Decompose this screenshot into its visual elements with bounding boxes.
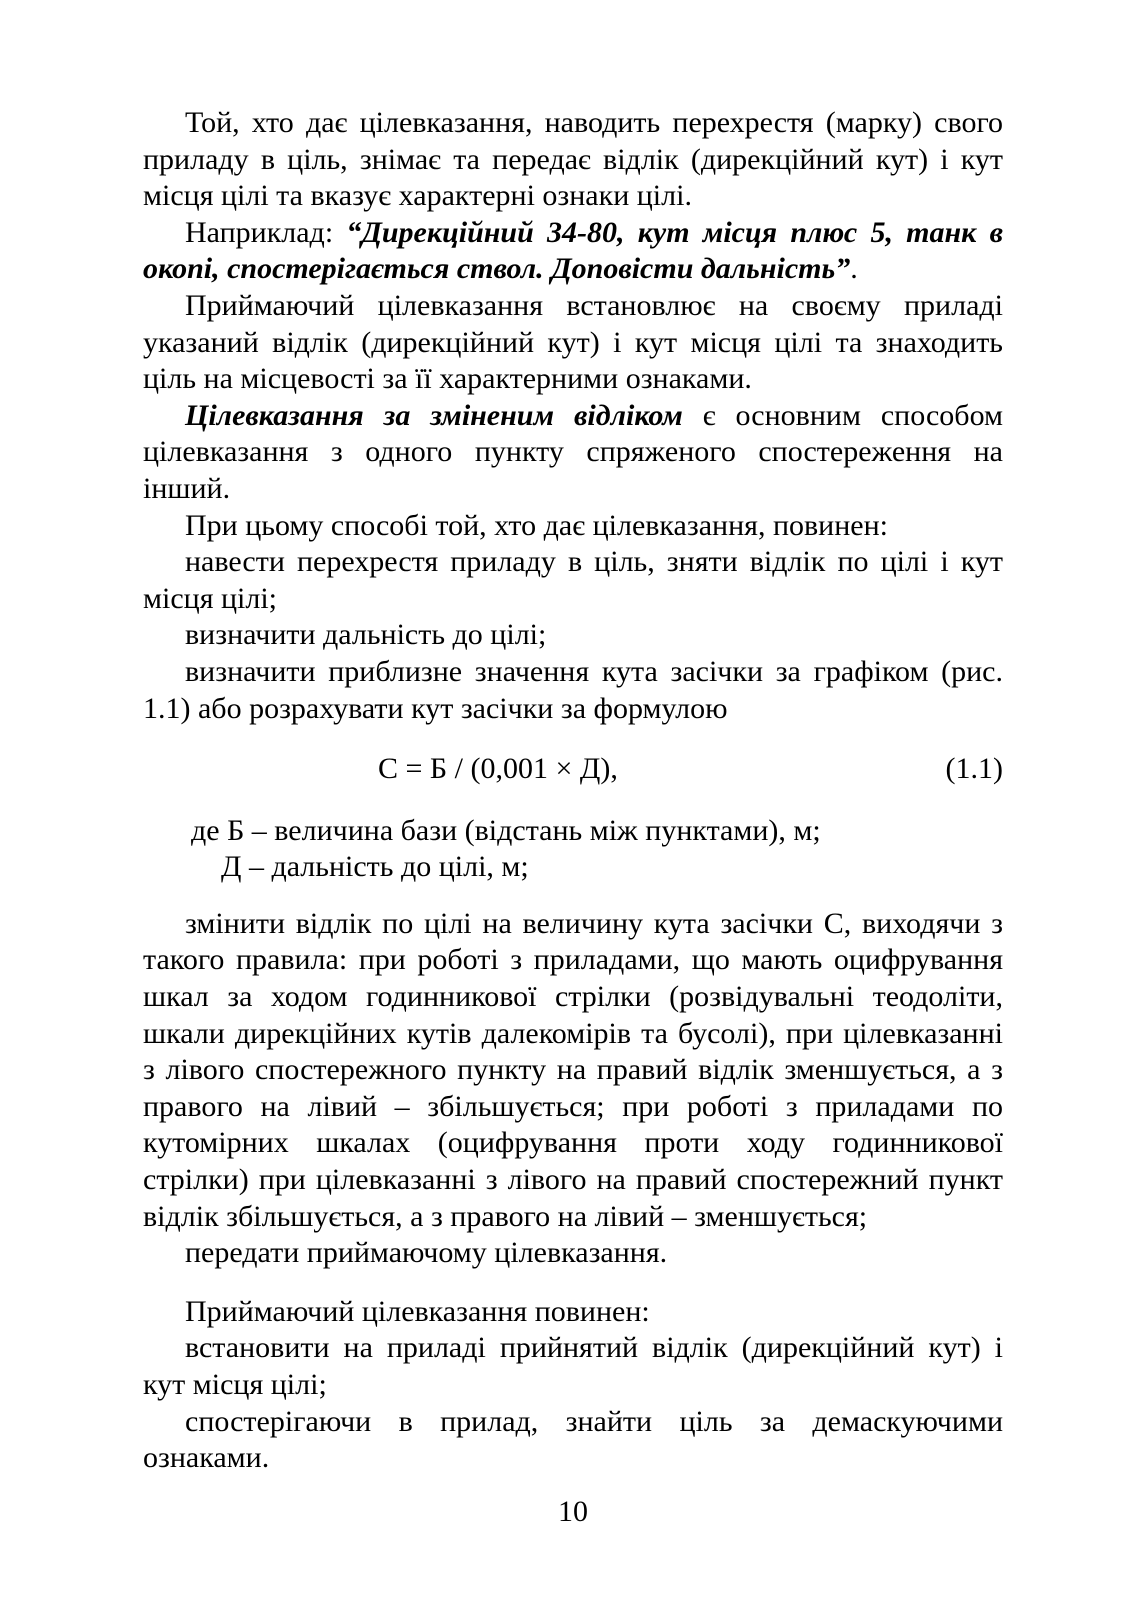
paragraph-transmit-text: передати приймаючому цілевказання.	[185, 1236, 668, 1270]
definition-range	[143, 849, 1003, 886]
paragraph-transmit	[143, 1235, 1003, 1272]
paragraph-example-quote: “Дирекційний 34-80, кут місця плюс 5, танк в окопі, спостерігається ствол. Доповісти дальність”	[143, 215, 1003, 286]
page-footer	[143, 1494, 1003, 1531]
definition-range-text: Д – дальність до цілі, м;	[221, 850, 529, 884]
paragraph-method	[143, 398, 1003, 508]
paragraph-intro-text: Той, хто дає цілевказання, наводить перехрестя (марку) свого приладу в ціль, знімає та передає відлік (дирекційний кут) і кут місця цілі та вказує характерні ознаки цілі.	[143, 106, 1003, 213]
formula-number: (1.1)	[945, 752, 1003, 786]
paragraph-receiver-1-text: встановити на приладі прийнятий відлік (дирекційний кут) і кут місця цілі;	[143, 1331, 1003, 1401]
paragraph-receiver-2-text: спостерігаючи в прилад, знайти ціль за демаскуючими ознаками.	[143, 1404, 1003, 1475]
paragraph-duty-1-text: навести перехрестя приладу в ціль, зняти відлік по цілі і кут місця цілі;	[143, 545, 1003, 615]
paragraph-example-tail: .	[850, 252, 858, 286]
paragraph-duty-3-text: визначити приблизне значення кута засічки за графіком (рис. 1.1) або розрахувати кут засічки за формулою	[143, 654, 1003, 725]
paragraph-method-rest: є основним способом цілевказання з одного пункту спряженого спостереження на інший.	[143, 398, 1003, 505]
paragraph-rule	[143, 906, 1003, 1235]
paragraph-example	[143, 215, 1003, 288]
paragraph-example-lead: Наприклад:	[185, 215, 347, 249]
formula-row	[143, 751, 1003, 788]
paragraph-receiver-head-text: Приймаючий цілевказання повинен:	[185, 1294, 650, 1328]
paragraph-duty-2-text: визначити дальність до цілі;	[185, 618, 547, 652]
paragraph-receiver-head	[143, 1294, 1003, 1331]
paragraph-receiver-2	[143, 1404, 1003, 1477]
page-number: 10	[558, 1495, 588, 1528]
paragraph-duty-2	[143, 617, 1003, 654]
definition-base-text: де Б – величина бази (відстань між пунктами), м;	[191, 813, 821, 847]
paragraph-receiver	[143, 288, 1003, 398]
paragraph-rule-text: змінити відлік по цілі на величину кута засічки С, виходячи з такого правила: при роботі з приладами, що мають оцифрування шкал за ходом годинникової стрілки (розвідувальні теодоліти, шкали дирекційних кутів далекомірів та бусолі), при цілевказанні з лівого спостережного пункту на правий відлік зменшується, а з правого на лівий – збільшується; при роботі з приладами по кутомірних шкалах (оцифрування проти ходу годинникової стрілки) при цілевказанні з лівого на правий спостережний пункт відлік збільшується, а з правого на лівий – зменшується;	[143, 906, 1003, 1233]
paragraph-duty-1	[143, 544, 1003, 617]
paragraph-receiver-1	[143, 1330, 1003, 1403]
paragraph-method-emphasis: Цілевказання за зміненим відліком	[185, 398, 683, 432]
formula-expression: С = Б / (0,001 × Д),	[378, 752, 618, 786]
paragraph-duty-head	[143, 508, 1003, 545]
paragraph-duty-3	[143, 654, 1003, 727]
paragraph-intro	[143, 105, 1003, 215]
definition-base	[143, 813, 1003, 850]
paragraph-receiver-text: Приймаючий цілевказання встановлює на своєму приладі указаний відлік (дирекційний кут) і кут місця цілі та знаходить ціль на місцевості за її характерними ознаками.	[143, 288, 1003, 396]
paragraph-duty-head-text: При цьому способі той, хто дає цілевказання, повинен:	[185, 508, 888, 542]
text-block	[143, 105, 1003, 1477]
